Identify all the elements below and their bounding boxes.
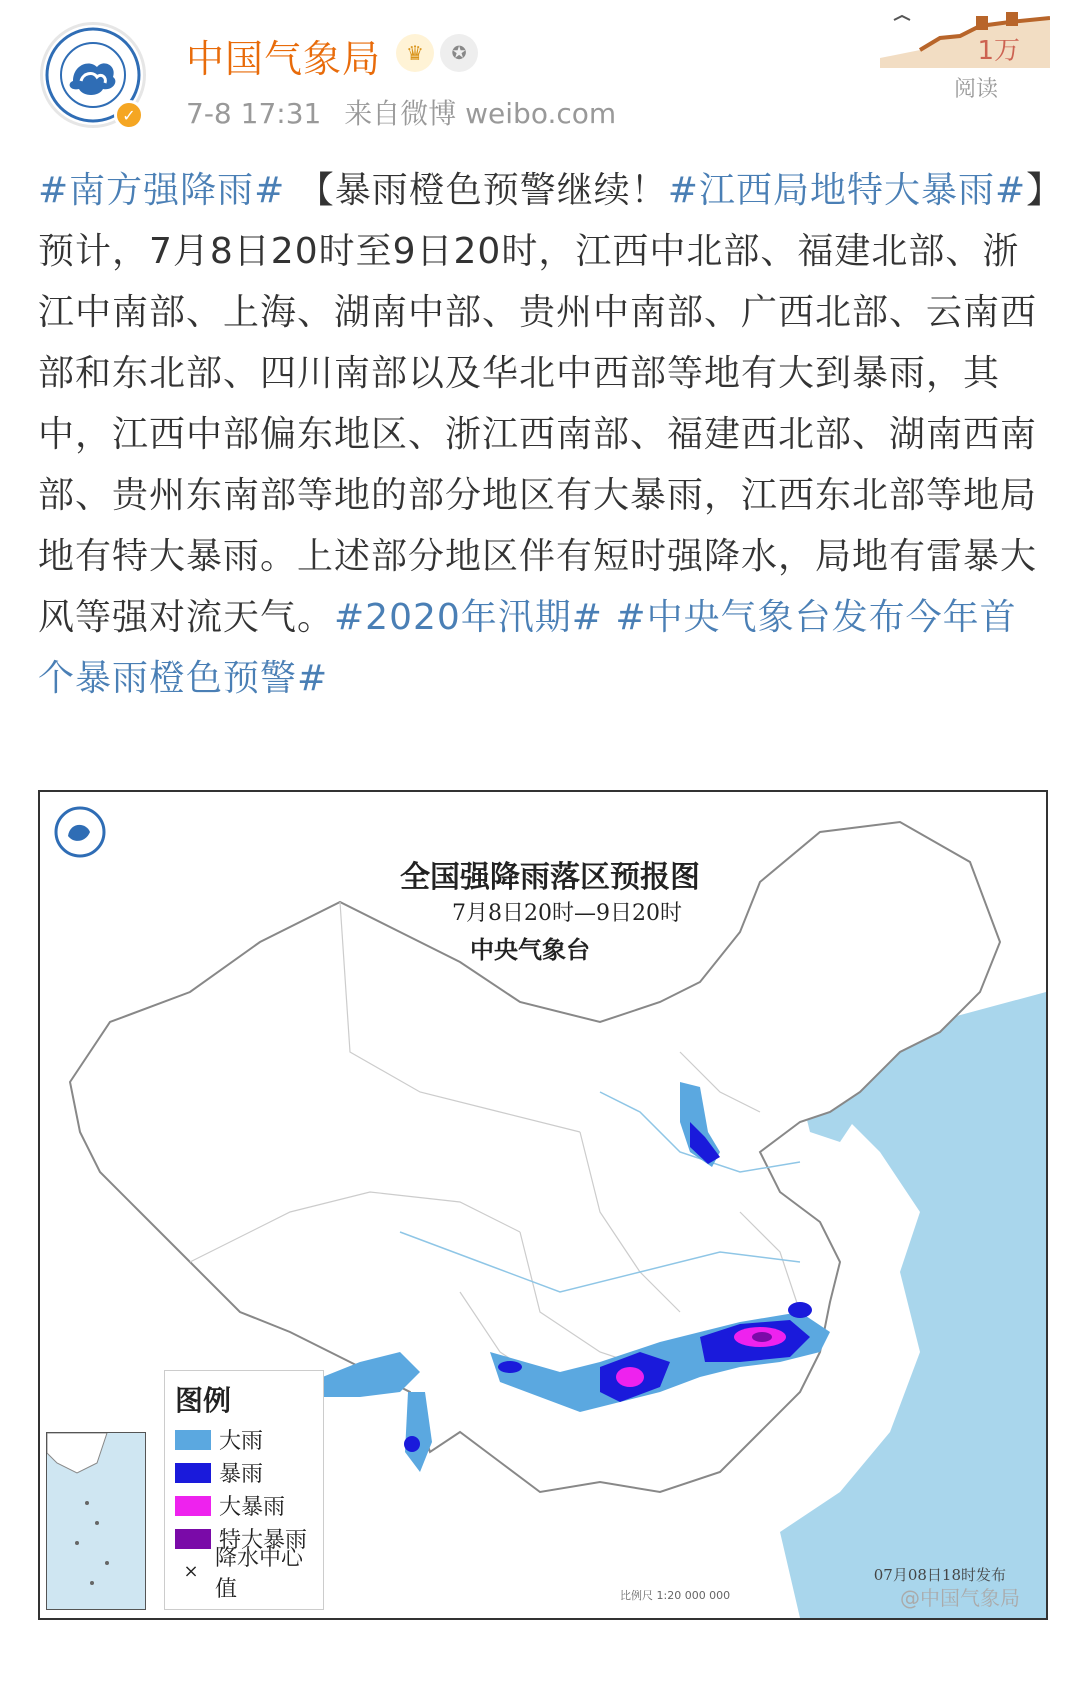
post-header [0,0,1080,150]
read-stats [850,0,1050,110]
read-count: 1万 [977,36,1020,66]
medal-badge-icon[interactable]: ✪ [440,34,478,72]
map-period: 7月8日20时—9日20时 [452,901,682,926]
legend-item [175,1545,313,1602]
map-legend [164,1370,324,1610]
legend-item [175,1456,313,1489]
map-issuer: 中央气象台 [470,935,590,964]
inset-map-icon [47,1433,145,1609]
legend-swatch [175,1529,211,1549]
legend-label: 大暴雨 [219,1495,286,1520]
topic-link[interactable]: #江西局地特大暴雨# [667,170,1027,211]
legend-swatch [175,1430,211,1450]
south-china-sea-inset [46,1432,146,1610]
legend-label: 暴雨 [219,1462,264,1487]
source: 来自微博 weibo.com [344,97,617,130]
forecast-map-image[interactable] [38,790,1048,1620]
map-issue-time: 07月08日18时发布 [873,1566,1006,1584]
legend-swatch [175,1463,211,1483]
post-meta [186,92,630,132]
post-text [38,160,1048,709]
text-segment: 【暴雨橙色预警继续！ [285,170,668,211]
username[interactable]: 中国气象局 [186,37,382,81]
legend-item [175,1489,313,1522]
read-label: 阅读 [953,77,998,102]
legend-swatch [175,1496,211,1516]
verified-icon: ✓ [114,100,144,130]
legend-title: 图例 [175,1384,232,1417]
topic-link[interactable]: #中央气象台发布今年首个暴雨橙色预警# [38,597,1017,699]
legend-label: 降水中心值 [215,1545,304,1602]
legend-symbol: × [183,1561,199,1582]
crown-badge-icon[interactable]: ♛ [396,34,434,72]
legend-label: 特大暴雨 [219,1528,308,1553]
great-wall-decoration-icon [880,8,1050,68]
text-segment [603,597,615,638]
map-scale: 比例尺 1:20 000 000 [620,1589,731,1602]
timestamp: 7-8 17:31 [186,97,322,130]
legend-item [175,1423,313,1456]
legend-label: 大雨 [219,1429,264,1454]
text-segment: 】预计，7月8日20时至9日20时，江西中北部、福建北部、浙江中南部、上海、湖南中部、贵州中南部、广西北部、云南西部和东北部、四川南部以及华北中西部等地有大到暴雨，其中，江西中部偏东地区、浙江西南部、福建西北部、湖南西南部、贵州东南部等地的部分地区有大暴雨，江西东北部等地局地有特大暴雨。上述部分地区伴有短时强降水，局地有雷暴大风等强对流天气。 [38,170,1046,638]
weibo-watermark: @中国气象局 [900,1586,1020,1610]
topic-link[interactable]: #2020年汛期# [334,597,603,638]
topic-link[interactable]: #南方强降雨# [38,170,286,211]
map-title: 全国强降雨落区预报图 [400,860,700,895]
